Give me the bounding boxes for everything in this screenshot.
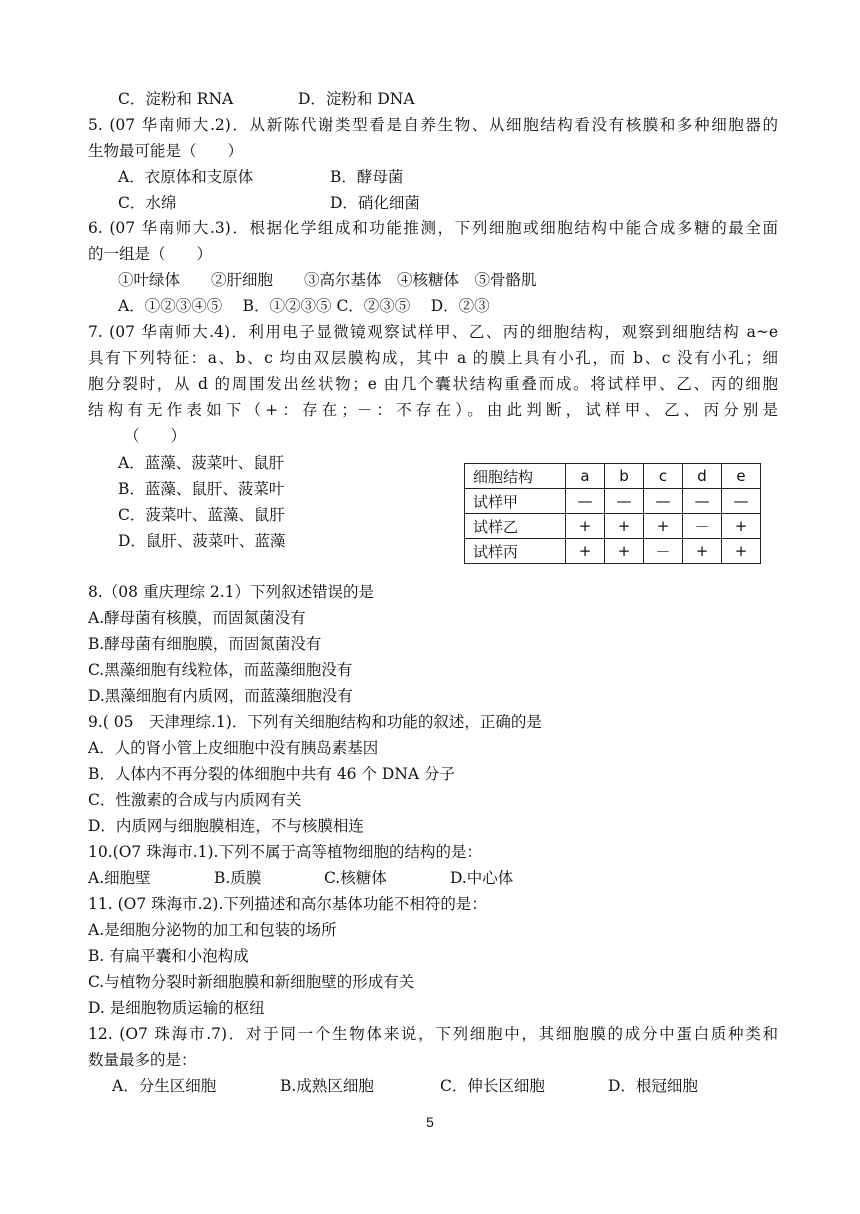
table-cell: + [605, 539, 644, 564]
table-cell: 试样乙 [465, 514, 566, 539]
q11-option-c: C.与植物分裂时新细胞膜和新细胞壁的形成有关 [88, 973, 415, 991]
q9-option-b: B．人体内不再分裂的体细胞中共有 46 个 DNA 分子 [88, 765, 456, 783]
table-row [465, 489, 761, 514]
table-cell: — [644, 489, 683, 514]
q7-stem-3: 胞分裂时，从 d 的周围发出丝状物；e 由几个囊状结构重叠而成。将试样甲、乙、丙的细胞 [88, 375, 778, 393]
q12-stem: 12. (O7 珠海市.7)．对于同一个生物体来说，下列细胞中，其细胞膜的成分中蛋白质种类和 [88, 1025, 778, 1043]
table-cell: 试样丙 [465, 539, 566, 564]
q6-options: A．①②③④⑤ B．①②③⑤ C．②③⑤ D．②③ [118, 297, 490, 315]
table-cell: － [683, 514, 722, 539]
q12-stem-cont: 数量最多的是： [88, 1051, 197, 1069]
table-row [465, 514, 761, 539]
q7-stem: 7. (07 华南师大.4)．利用电子显微镜观察试样甲、乙、丙的细胞结构，观察到细胞结构 a~e [88, 323, 778, 341]
table-cell: — [605, 489, 644, 514]
q10-option-c: C.核糖体 [324, 869, 387, 887]
q8-stem: 8.（08 重庆理综 2.1）下列叙述错误的是 [88, 583, 375, 601]
table-cell: — [683, 489, 722, 514]
table-cell: + [722, 539, 761, 564]
q9-option-a: A．人的肾小管上皮细胞中没有胰岛素基因 [88, 739, 379, 757]
table-cell: + [605, 514, 644, 539]
table-row [465, 539, 761, 564]
table-header-cell: b [605, 464, 644, 489]
q12-option-d: D．根冠细胞 [608, 1077, 698, 1095]
q9-option-d: D．内质网与细胞膜相连，不与核膜相连 [88, 817, 364, 835]
q12-option-a: A．分生区细胞 [112, 1077, 217, 1095]
q11-stem: 11. (O7 珠海市.2).下列描述和高尔基体功能不相符的是： [88, 895, 487, 913]
q6-items: ①叶绿体 ②肝细胞 ③高尔基体 ④核糖体 ⑤骨骼肌 [118, 271, 537, 289]
table-cell: + [566, 539, 605, 564]
table-cell: － [644, 539, 683, 564]
q11-option-d: D. 是细胞物质运输的枢纽 [88, 999, 265, 1017]
table-header-cell: d [683, 464, 722, 489]
q8-option-a: A.酵母菌有核膜，而固氮菌没有 [88, 609, 306, 627]
q7-option-d: D．鼠肝、菠菜叶、蓝藻 [118, 532, 286, 550]
table-header-cell: a [566, 464, 605, 489]
q10-option-d: D.中心体 [450, 869, 514, 887]
q5-option-c: C．水绵 [118, 194, 177, 212]
cell-structure-table [464, 463, 761, 564]
q12-option-c: C．伸长区细胞 [440, 1077, 545, 1095]
table-header-cell: 细胞结构 [465, 464, 566, 489]
q10-option-b: B.质膜 [214, 869, 262, 887]
q10-stem: 10.(O7 珠海市.1).下列不属于高等植物细胞的结构的是： [88, 843, 482, 861]
q9-stem: 9.( 05 天津理综.1)．下列有关细胞结构和功能的叙述，正确的是 [88, 713, 542, 731]
table-header-row [465, 464, 761, 489]
q10-option-a: A.细胞壁 [88, 869, 151, 887]
table-header-cell: c [644, 464, 683, 489]
q5-stem: 5. (07 华南师大.2)．从新陈代谢类型看是自养生物、从细胞结构看没有核膜和多种细胞器的 [88, 116, 778, 134]
q5-stem-cont: 生物最可能是（ ） [88, 142, 244, 160]
q7-option-b: B．蓝藻、鼠肝、菠菜叶 [118, 480, 285, 498]
q6-stem: 6. (07 华南师大.3)．根据化学组成和功能推测，下列细胞或细胞结构中能合成多糖的最全面 [88, 219, 778, 237]
q5-option-a: A．衣原体和支原体 [118, 168, 254, 186]
table-cell: + [566, 514, 605, 539]
table-cell: 试样甲 [465, 489, 566, 514]
table-header-cell: e [722, 464, 761, 489]
table-cell: — [566, 489, 605, 514]
q12-option-b: B.成熟区细胞 [280, 1077, 374, 1095]
q8-option-b: B.酵母菌有细胞膜，而固氮菌没有 [88, 635, 322, 653]
q4-option-d: D．淀粉和 DNA [298, 90, 415, 108]
q9-option-c: C．性激素的合成与内质网有关 [88, 791, 302, 809]
q7-option-a: A．蓝藻、菠菜叶、鼠肝 [118, 454, 285, 472]
q7-stem-4: 结构有无作表如下（+：存在；－：不存在）。由此判断，试样甲、乙、丙分别是 [88, 401, 778, 419]
q5-option-b: B．酵母菌 [330, 168, 404, 186]
q6-stem-cont: 的一组是（ ） [88, 245, 213, 263]
table-cell: — [722, 489, 761, 514]
q4-option-c: C．淀粉和 RNA [118, 90, 234, 108]
page-number: 5 [426, 1114, 434, 1130]
q8-option-d: D.黑藻细胞有内质网，而蓝藻细胞没有 [88, 687, 353, 705]
q7-stem-2: 具有下列特征：a、b、c 均由双层膜构成，其中 a 的膜上具有小孔，而 b、c 没有小孔；细 [88, 349, 778, 367]
table-cell: + [683, 539, 722, 564]
q11-option-b: B. 有扁平囊和小泡构成 [88, 947, 249, 965]
q7-answer-blank: （ ） [124, 427, 187, 445]
table-cell: + [644, 514, 683, 539]
q7-option-c: C．菠菜叶、蓝藻、鼠肝 [118, 506, 285, 524]
table-cell: + [722, 514, 761, 539]
q11-option-a: A.是细胞分泌物的加工和包装的场所 [88, 921, 337, 939]
q5-option-d: D．硝化细菌 [330, 194, 420, 212]
q8-option-c: C.黑藻细胞有线粒体，而蓝藻细胞没有 [88, 661, 353, 679]
